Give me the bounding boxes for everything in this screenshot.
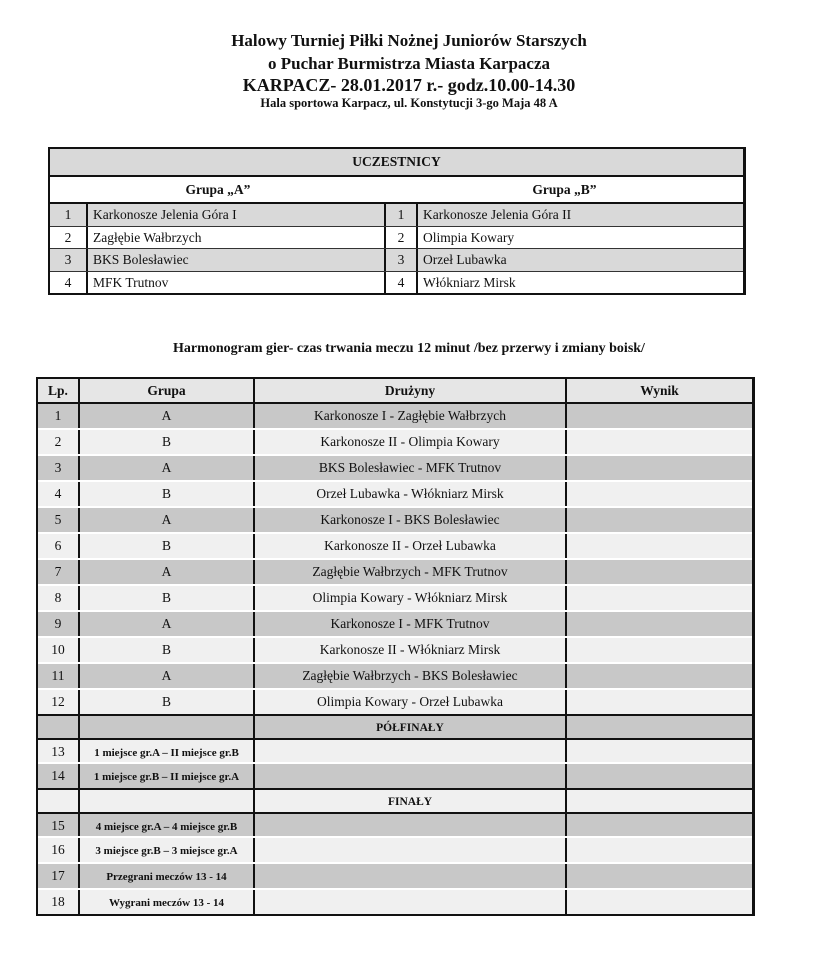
group-b-number: 1 xyxy=(386,204,418,226)
tournament-subtitle: o Puchar Burmistrza Miasta Karpacza xyxy=(267,54,551,73)
match-number: 5 xyxy=(38,508,80,532)
column-header-lp: Lp. xyxy=(38,379,80,402)
match-result[interactable] xyxy=(567,508,752,532)
group-b-team: Olimpia Kowary xyxy=(423,229,515,245)
match-row xyxy=(38,764,752,788)
group-b-team: Karkonosze Jelenia Góra II xyxy=(423,207,572,222)
finals-section-row xyxy=(38,788,752,812)
match-number: 4 xyxy=(38,482,80,506)
column-header-result: Wynik xyxy=(640,383,679,398)
participant-row xyxy=(50,248,743,271)
match-result[interactable] xyxy=(567,638,752,662)
match-teams: Orzeł Lubawka - Włókniarz Mirsk xyxy=(255,482,567,506)
match-result[interactable] xyxy=(567,430,752,454)
match-group: A xyxy=(80,664,255,688)
match-row xyxy=(38,838,752,862)
match-number: 6 xyxy=(38,534,80,558)
match-group: Wygrani meczów 13 - 14 xyxy=(80,890,255,914)
match-group: 1 miejsce gr.A – II miejsce gr.B xyxy=(80,740,255,762)
match-teams: BKS Bolesławiec - MFK Trutnov xyxy=(255,456,567,480)
participant-row xyxy=(50,271,743,294)
group-a-team: Karkonosze Jelenia Góra I xyxy=(88,204,386,226)
match-group: A xyxy=(80,508,255,532)
match-number: 15 xyxy=(38,814,80,836)
semifinals-section-label: PÓŁFINAŁY xyxy=(255,716,567,738)
group-a-team: MFK Trutnov xyxy=(88,272,386,294)
match-group: 4 miejsce gr.A – 4 miejsce gr.B xyxy=(80,814,255,836)
match-result[interactable] xyxy=(567,534,752,558)
match-teams: Karkonosze II - Orzeł Lubawka xyxy=(255,534,567,558)
match-group: B xyxy=(80,430,255,454)
group-b-label: Grupa „B” xyxy=(532,182,597,197)
finals-section-result-empty xyxy=(567,790,752,812)
match-number: 12 xyxy=(38,690,80,714)
match-number: 14 xyxy=(38,764,80,788)
semifinals-section-lp-empty xyxy=(38,716,80,738)
match-row xyxy=(38,890,752,914)
match-number: 13 xyxy=(38,740,80,762)
match-number: 7 xyxy=(38,560,80,584)
tournament-venue: Hala sportowa Karpacz, ul. Konstytucji 3-go Maja 48 A xyxy=(260,96,558,110)
match-result[interactable] xyxy=(567,560,752,584)
match-teams xyxy=(255,864,567,888)
tournament-date-time: KARPACZ- 28.01.2017 r.- godz.10.00-14.30 xyxy=(242,75,576,95)
match-number: 1 xyxy=(38,404,80,428)
match-teams: Zagłębie Wałbrzych - BKS Bolesławiec xyxy=(255,664,567,688)
match-row xyxy=(38,812,752,836)
match-result[interactable] xyxy=(567,838,752,862)
match-number: 11 xyxy=(38,664,80,688)
semifinals-section-row xyxy=(38,714,752,738)
match-group: B xyxy=(80,586,255,610)
match-result[interactable] xyxy=(567,864,752,888)
group-a-team: BKS Bolesławiec xyxy=(88,249,386,271)
group-a-team: Zagłębie Wałbrzych xyxy=(88,227,386,249)
match-row xyxy=(38,456,752,480)
match-row xyxy=(38,560,752,584)
match-row xyxy=(38,430,752,454)
match-number: 18 xyxy=(38,890,80,914)
match-row xyxy=(38,612,752,636)
match-teams xyxy=(255,838,567,862)
match-teams: Karkonosze I - Zagłębie Wałbrzych xyxy=(255,404,567,428)
match-result[interactable] xyxy=(567,764,752,788)
participants-header: UCZESTNICY xyxy=(50,149,743,177)
match-result[interactable] xyxy=(567,740,752,762)
match-result[interactable] xyxy=(567,890,752,914)
match-group: 3 miejsce gr.B – 3 miejsce gr.A xyxy=(80,838,255,862)
match-teams: Karkonosze I - BKS Bolesławiec xyxy=(255,508,567,532)
match-number: 10 xyxy=(38,638,80,662)
participants-table xyxy=(48,147,746,295)
group-a-number: 2 xyxy=(50,227,88,249)
match-result[interactable] xyxy=(567,404,752,428)
finals-section-lp-empty xyxy=(38,790,80,812)
finals-section-group-empty xyxy=(80,790,255,812)
match-group: A xyxy=(80,404,255,428)
match-number: 9 xyxy=(38,612,80,636)
match-group: B xyxy=(80,690,255,714)
match-result[interactable] xyxy=(567,482,752,506)
semifinals-section-result-empty xyxy=(567,716,752,738)
group-b-number: 4 xyxy=(386,272,418,294)
match-group: A xyxy=(80,456,255,480)
schedule-table xyxy=(36,377,755,916)
match-result[interactable] xyxy=(567,456,752,480)
match-result[interactable] xyxy=(567,814,752,836)
match-row xyxy=(38,664,752,688)
schedule-title: Harmonogram gier- czas trwania meczu 12 minut /bez przerwy i zmiany boisk/ xyxy=(173,341,645,356)
match-group: Przegrani meczów 13 - 14 xyxy=(80,864,255,888)
match-row xyxy=(38,508,752,532)
finals-section-label: FINAŁY xyxy=(255,790,567,812)
match-group: 1 miejsce gr.B – II miejsce gr.A xyxy=(80,764,255,788)
group-a-number: 1 xyxy=(50,204,88,226)
match-result[interactable] xyxy=(567,586,752,610)
match-number: 8 xyxy=(38,586,80,610)
match-row xyxy=(38,534,752,558)
match-row xyxy=(38,586,752,610)
match-number: 16 xyxy=(38,838,80,862)
match-teams: Karkonosze II - Włókniarz Mirsk xyxy=(255,638,567,662)
match-row xyxy=(38,690,752,714)
match-teams: Olimpia Kowary - Włókniarz Mirsk xyxy=(255,586,567,610)
match-number: 17 xyxy=(38,864,80,888)
match-group: A xyxy=(80,612,255,636)
match-number: 2 xyxy=(38,430,80,454)
column-header-group: Grupa xyxy=(80,379,255,402)
participant-row xyxy=(50,204,743,226)
match-row xyxy=(38,864,752,888)
match-teams xyxy=(255,764,567,788)
match-result[interactable] xyxy=(567,664,752,688)
match-teams: Karkonosze II - Olimpia Kowary xyxy=(255,430,567,454)
match-row xyxy=(38,404,752,428)
group-a-number: 3 xyxy=(50,249,88,271)
column-header-teams: Drużyny xyxy=(255,379,567,402)
group-a-number: 4 xyxy=(50,272,88,294)
match-teams xyxy=(255,890,567,914)
match-row xyxy=(38,638,752,662)
group-b-number: 3 xyxy=(386,249,418,271)
semifinals-section-group-empty xyxy=(80,716,255,738)
match-group: A xyxy=(80,560,255,584)
match-teams: Karkonosze I - MFK Trutnov xyxy=(255,612,567,636)
tournament-title: Halowy Turniej Piłki Nożnej Juniorów Starszych xyxy=(231,31,587,50)
group-a-label: Grupa „A” xyxy=(185,182,251,197)
match-row xyxy=(38,482,752,506)
group-b-number: 2 xyxy=(386,227,418,249)
match-result[interactable] xyxy=(567,612,752,636)
match-group: B xyxy=(80,534,255,558)
participant-row xyxy=(50,226,743,249)
match-number: 3 xyxy=(38,456,80,480)
group-b-team: Włókniarz Mirsk xyxy=(423,274,516,290)
schedule-header-row xyxy=(38,379,752,404)
group-b-team: Orzeł Lubawka xyxy=(423,252,507,267)
match-result[interactable] xyxy=(567,690,752,714)
match-teams xyxy=(255,740,567,762)
group-labels-row xyxy=(50,177,743,204)
match-teams xyxy=(255,814,567,836)
match-row xyxy=(38,738,752,762)
match-group: B xyxy=(80,482,255,506)
match-teams: Olimpia Kowary - Orzeł Lubawka xyxy=(255,690,567,714)
match-teams: Zagłębie Wałbrzych - MFK Trutnov xyxy=(255,560,567,584)
match-group: B xyxy=(80,638,255,662)
